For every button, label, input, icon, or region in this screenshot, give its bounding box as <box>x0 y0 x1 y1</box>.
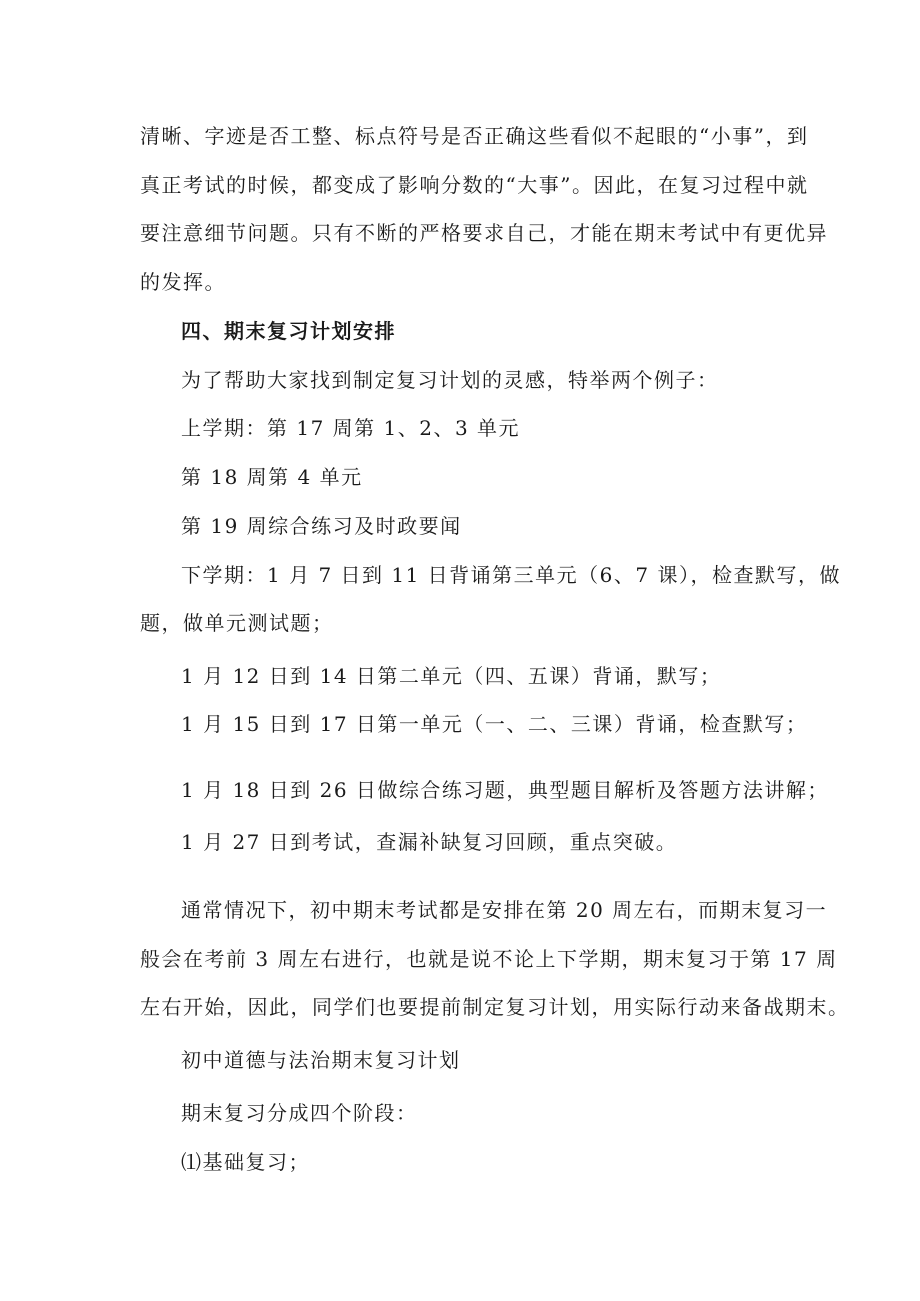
term2-line: 下学期：1 月 7 日到 11 日背诵第三单元（6、7 课），检查默写，做 <box>181 563 841 587</box>
paragraph-line: 要注意细节问题。只有不断的严格要求自己，才能在期末考试中有更优异 <box>140 221 828 245</box>
stages-intro: 期末复习分成四个阶段： <box>181 1101 418 1125</box>
subtitle-text: 初中道德与法治期末复习计划 <box>181 1048 461 1072</box>
paragraph-line: 通常情况下，初中期末考试都是安排在第 20 周左右，而期末复习一 <box>181 898 828 922</box>
paragraph-line: 真正考试的时候，都变成了影响分数的“大事”。因此，在复习过程中就 <box>140 173 809 197</box>
term1-line: 上学期：第 17 周第 1、2、3 单元 <box>181 416 521 440</box>
intro-text: 为了帮助大家找到制定复习计划的灵感，特举两个例子： <box>181 368 719 392</box>
section-heading: 四、期末复习计划安排 <box>181 319 396 343</box>
schedule-item: 1 月 18 日到 26 日做综合练习题，典型题目解析及答题方法讲解； <box>181 778 829 802</box>
schedule-item: 1 月 15 日到 17 日第一单元（一、二、三课）背诵，检查默写； <box>181 712 808 736</box>
paragraph-line: 般会在考前 3 周左右进行，也就是说不论上下学期，期末复习于第 17 周 <box>140 947 838 971</box>
term1-line: 第 19 周综合练习及时政要闻 <box>181 514 462 538</box>
paragraph-line: 的发挥。 <box>140 270 226 294</box>
paragraph-line: 左右开始，因此，同学们也要提前制定复习计划，用实际行动来备战期末。 <box>140 995 850 1019</box>
term2-line: 题，做单元测试题； <box>140 611 334 635</box>
term1-line: 第 18 周第 4 单元 <box>181 465 363 489</box>
schedule-item: 1 月 27 日到考试，查漏补缺复习回顾，重点突破。 <box>181 830 678 854</box>
paragraph-line: 清晰、字迹是否工整、标点符号是否正确这些看似不起眼的“小事”，到 <box>140 124 809 148</box>
schedule-item: 1 月 12 日到 14 日第二单元（四、五课）背诵，默写； <box>181 664 722 688</box>
stage-item: ⑴基础复习； <box>181 1150 310 1174</box>
